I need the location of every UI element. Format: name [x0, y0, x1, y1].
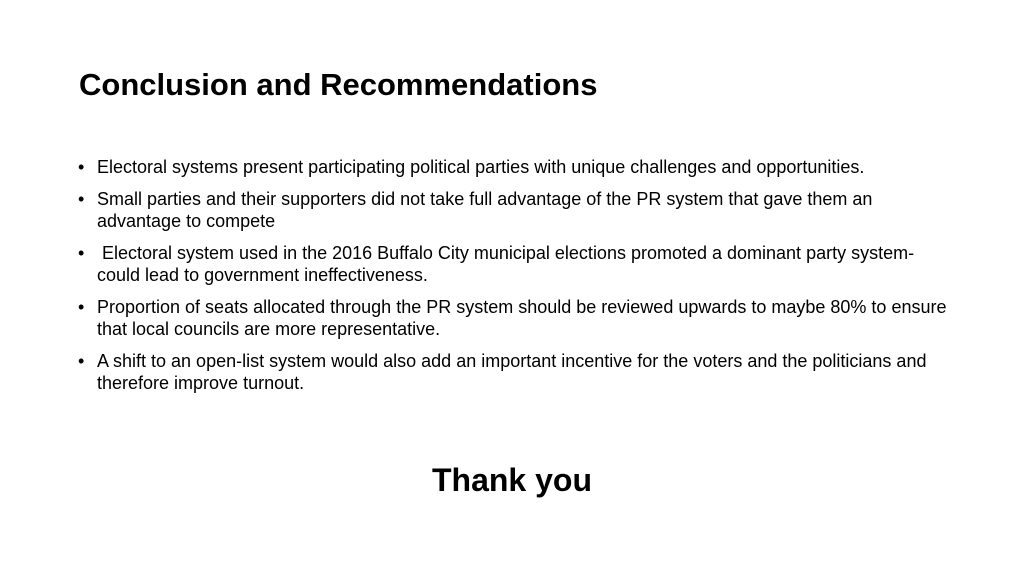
bullet-point-icon: •: [78, 351, 85, 371]
bullet-point-icon: •: [78, 157, 85, 177]
slide-title: Conclusion and Recommendations: [79, 67, 598, 102]
list-item-text: A shift to an open-list system would also add an important incentive for the voters and the politicians and therefore improve turnout.: [97, 351, 927, 393]
list-item: [78, 156, 958, 178]
list-item: [78, 242, 958, 286]
list-item: [78, 188, 958, 232]
list-item: [78, 296, 958, 340]
list-item: [78, 350, 958, 394]
bullet-point-icon: •: [78, 189, 85, 209]
list-item-text: Small parties and their supporters did not take full advantage of the PR system that gave them an advantage to compete: [97, 189, 873, 231]
bullet-point-icon: •: [78, 297, 85, 317]
bullet-point-icon: •: [78, 243, 85, 263]
list-item-text: Proportion of seats allocated through the PR system should be reviewed upwards to maybe 80% to ensure that local councils are more representative.: [97, 297, 947, 339]
bullet-list: [78, 156, 958, 404]
closing-text: Thank you: [431, 462, 592, 498]
list-item-text: Electoral system used in the 2016 Buffalo City municipal elections promoted a dominant party system- could lead to government ineffectiveness.: [97, 243, 920, 285]
list-item-text: Electoral systems present participating political parties with unique challenges and opportunities.: [97, 157, 865, 177]
